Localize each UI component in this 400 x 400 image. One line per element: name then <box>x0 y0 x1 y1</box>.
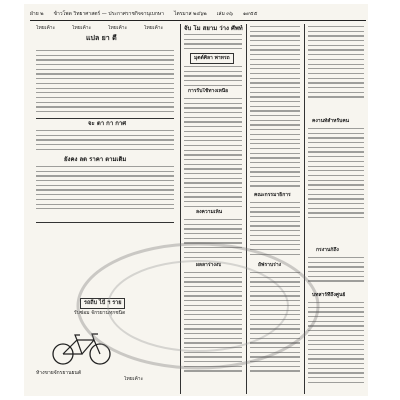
col1-body-2 <box>36 130 174 153</box>
col4-subhead-2: บทสาร์ที่ถึงศูนย์ <box>312 292 346 298</box>
col1-subhead-1: ไทยเค้าะ <box>36 25 56 31</box>
col1-title-1: แปล ยา ตี <box>86 34 117 42</box>
header-pages: ๑๙๕๕ <box>242 11 258 17</box>
col4-subhead-1: กรงานก็ถึง <box>316 247 339 253</box>
col1-body-3 <box>36 166 174 213</box>
col1-subhead-3: ไทยเค้าะ <box>108 25 128 31</box>
header-sections: ข้าวโพด วิทยาศาสตร์ — ประกาศราชกิจจานุเบกษา <box>53 11 164 17</box>
col4-body-3 <box>308 257 364 285</box>
col3-subhead: ยัฟราบร่าง <box>258 262 282 268</box>
col1-divider-2 <box>36 222 174 223</box>
col1-ad-footer: ห้างขายจักรยานยนต์ <box>36 370 82 376</box>
col4-body-4 <box>308 302 364 386</box>
col1-sign: ไทยเค้าะ <box>124 376 144 382</box>
col4-body-2 <box>308 128 364 222</box>
col3-body-1 <box>250 26 300 190</box>
col1-title-3: ยังคง ลด ราคา ตามเดิม <box>64 156 127 163</box>
page-number: ฝ่าย ๒ <box>30 11 44 17</box>
header-year: ไตรมาส ๒๔๖๒ <box>173 11 207 17</box>
page-header <box>30 8 366 21</box>
col3-body-2 <box>250 202 300 258</box>
col1-ad-title: รถถีบ ไป้ ฯ ราย <box>80 298 125 309</box>
col2-body-4 <box>184 219 242 261</box>
col2-body-1 <box>184 34 242 53</box>
col2-banner: จับ โม สยาม ว่าง ศัพท์ <box>184 25 243 32</box>
col1-body-1 <box>36 50 174 116</box>
col1-divider-1 <box>36 118 174 119</box>
col2-subhead-2: ลงความเห็น <box>196 209 223 215</box>
col2-body-2 <box>184 66 242 89</box>
col2-body-3 <box>184 98 242 211</box>
col4-head: คงานท์สำหรับคน <box>312 118 350 124</box>
col2-subhead-1: การรับใช้ทางเหนือ <box>188 88 229 94</box>
col1-ad-line: รับซ่อม จักรยานทุกชนิด <box>74 310 126 316</box>
col2-box-title: มุตต์ศิลา พาทรถ <box>190 53 234 64</box>
col3-head: คณะกรรมาธิการ <box>254 192 291 198</box>
col1-subhead-4: ไทยเค้าะ <box>144 25 164 31</box>
col4-body-1 <box>308 26 364 101</box>
header-issue: เล่ม ๓๖ <box>216 11 233 17</box>
col2-body-5 <box>184 272 242 375</box>
col1-title-2: จะ ตา กา กาศ <box>88 120 127 127</box>
col1-subhead-2: ไทยเค้าะ <box>72 25 92 31</box>
col3-body-3 <box>250 272 300 375</box>
col2-subhead-3: ผลลาร่างงบ <box>196 262 222 268</box>
